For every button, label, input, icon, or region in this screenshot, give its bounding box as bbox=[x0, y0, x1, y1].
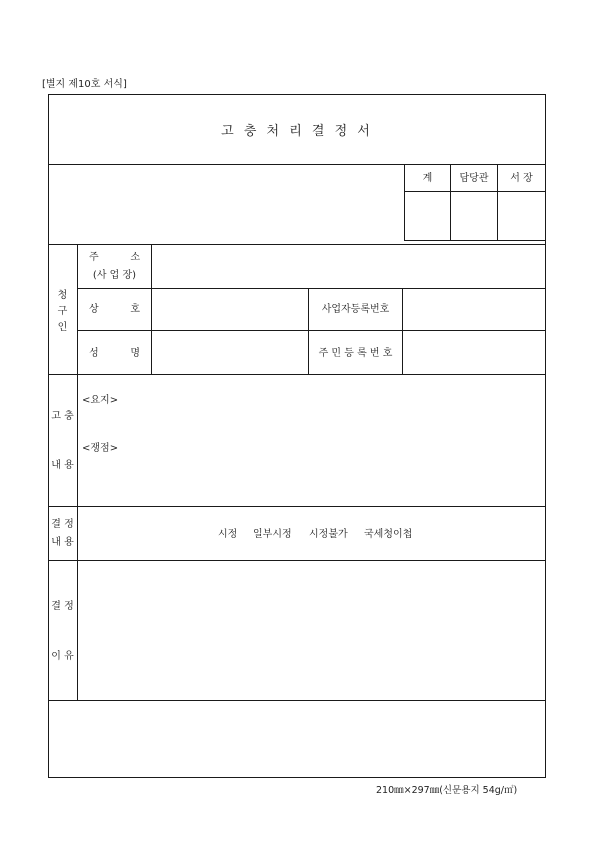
name-label: 성 명 bbox=[88, 348, 141, 359]
claimant-section-label-1: 청 bbox=[57, 290, 68, 301]
divider bbox=[48, 164, 546, 165]
grievance-label-top: 고 충 bbox=[51, 411, 74, 422]
grievance-content-field[interactable] bbox=[78, 375, 545, 506]
decision-option-no-correction[interactable]: 시정불가 bbox=[309, 529, 348, 540]
name-field[interactable] bbox=[152, 331, 308, 374]
paper-size-note: 210㎜×297㎜(신문용지 54g/㎡) bbox=[376, 785, 518, 796]
business-registration-label: 사업자등록번호 bbox=[321, 304, 390, 315]
grievance-summary-heading: <요지> bbox=[82, 395, 119, 406]
grievance-issue-heading: <쟁점> bbox=[82, 443, 119, 454]
trade-name-field[interactable] bbox=[152, 289, 308, 330]
grievance-label-bottom: 내 용 bbox=[51, 460, 74, 471]
approval-officer-label: 담당관 bbox=[459, 173, 489, 184]
decision-option-transfer-nts[interactable]: 국세청이첩 bbox=[364, 529, 413, 540]
bottom-blank-area[interactable] bbox=[49, 701, 545, 776]
claimant-divider bbox=[308, 288, 309, 375]
reason-label-bottom: 이 유 bbox=[51, 651, 74, 662]
business-registration-field[interactable] bbox=[403, 289, 545, 330]
address-field[interactable] bbox=[152, 245, 545, 288]
form-number-label: [별지 제10호 서식] bbox=[42, 79, 127, 90]
form-title: 고 충 처 리 결 정 서 bbox=[221, 124, 373, 139]
divider bbox=[48, 506, 546, 507]
approval-divider bbox=[404, 240, 546, 241]
approval-sign-clerk[interactable] bbox=[405, 192, 450, 240]
address-label: 주 소 bbox=[88, 252, 141, 263]
approval-clerk-label: 계 bbox=[422, 173, 433, 184]
decision-reason-field[interactable] bbox=[78, 561, 545, 700]
trade-name-label: 상 호 bbox=[88, 304, 141, 315]
resident-registration-label: 주 민 등 록 번 호 bbox=[318, 348, 393, 359]
approval-sign-chief[interactable] bbox=[498, 192, 545, 240]
reason-label-top: 결 정 bbox=[51, 601, 74, 612]
workplace-label: (사 업 장) bbox=[92, 270, 137, 281]
claimant-section-label-2: 구 bbox=[57, 306, 68, 317]
claimant-section-label-3: 인 bbox=[57, 322, 68, 333]
decision-option-partial-correction[interactable]: 일부시정 bbox=[253, 529, 292, 540]
resident-registration-field[interactable] bbox=[403, 331, 545, 374]
approval-chief-label: 서 장 bbox=[510, 173, 533, 184]
decision-label-top: 결 정 bbox=[51, 519, 74, 530]
approval-sign-officer[interactable] bbox=[451, 192, 497, 240]
decision-label-bottom: 내 용 bbox=[51, 537, 74, 548]
decision-option-correction[interactable]: 시정 bbox=[218, 529, 238, 540]
